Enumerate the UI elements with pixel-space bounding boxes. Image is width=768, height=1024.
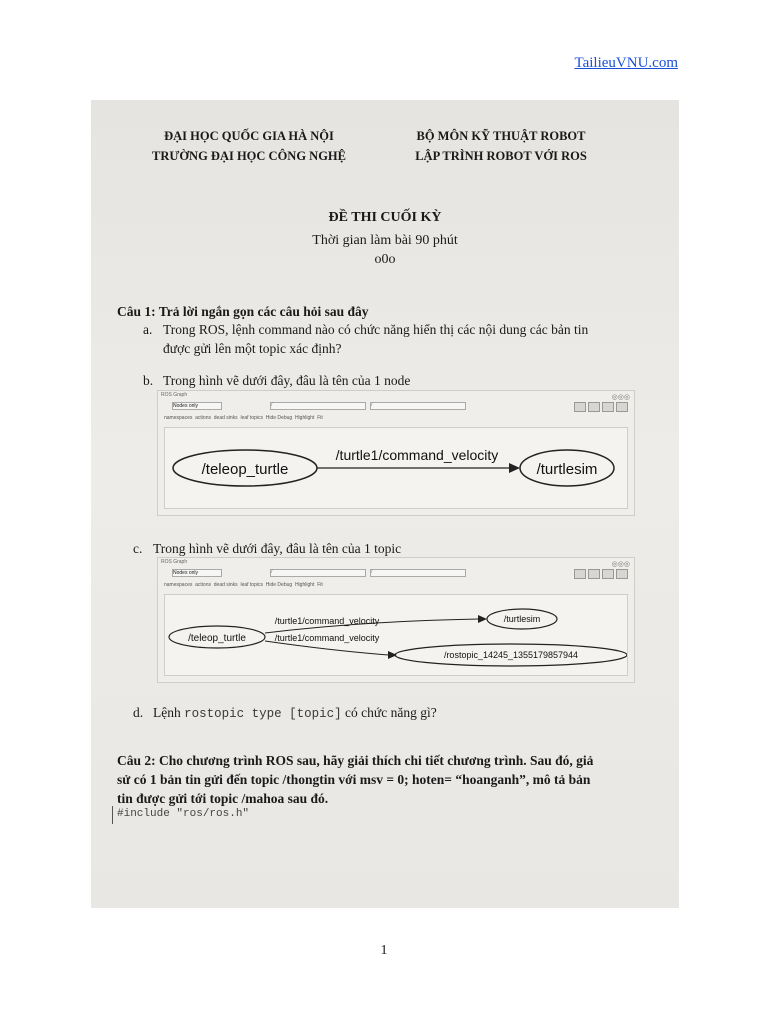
checkbox-fit[interactable]: Fit — [317, 415, 323, 421]
edge-arrowhead — [509, 463, 520, 473]
node-teleop-label: /teleop_turtle — [188, 633, 246, 644]
checkbox-actions[interactable]: actions — [195, 582, 211, 588]
edge-arrowhead-2 — [388, 651, 397, 659]
node-rostopic-label: /rostopic_14245_1355179857944 — [443, 650, 579, 660]
node-turtlesim-label: /turtlesim — [536, 461, 598, 478]
ros-graph-screenshot-2 — [157, 557, 635, 683]
checkbox-namespaces[interactable]: namespaces — [164, 415, 193, 421]
exam-title: ĐỀ THI CUỐI KỲ — [328, 210, 442, 225]
filter-input-2[interactable]: / — [370, 402, 466, 410]
exam-time: Thời gian làm bài 90 phút — [312, 233, 458, 248]
refresh-button[interactable] — [574, 402, 586, 412]
load-button[interactable] — [602, 569, 614, 579]
q1d-text — [153, 703, 437, 724]
edge-label-2: /turtle1/command_velocity — [274, 633, 380, 643]
edge-arrowhead-1 — [478, 615, 487, 623]
checkbox-leaf-topics[interactable]: leaf topics — [240, 415, 263, 421]
graph-canvas — [164, 594, 628, 676]
checkbox-leaf-topics[interactable]: leaf topics — [240, 582, 263, 588]
q2-line3: tin được gửi tới topic /mahoa sau đó. — [117, 791, 329, 806]
q1a-letter: a. — [143, 322, 153, 337]
checkbox-dead-sinks[interactable]: dead sinks — [213, 415, 238, 421]
graph-options — [164, 415, 323, 421]
q2-line2: sử có 1 bản tin gửi đến topic /thongtin với msv = 0; hoten= “hoanganh”, mô tả bản — [117, 772, 591, 787]
save-button[interactable] — [588, 569, 600, 579]
question-2 — [117, 751, 657, 808]
node-teleop-label: /teleop_turtle — [201, 461, 289, 478]
checkbox-fit[interactable]: Fit — [317, 582, 323, 588]
course-name: LẬP TRÌNH ROBOT VỚI ROS — [415, 149, 587, 163]
graph-canvas — [164, 427, 628, 509]
header-left — [139, 126, 359, 166]
q1a-line1: Trong ROS, lệnh command nào có chức năng hiển thị các nội dung các bản tin — [163, 322, 589, 337]
save-button[interactable] — [588, 402, 600, 412]
checkbox-actions[interactable]: actions — [195, 415, 211, 421]
ros-graph-screenshot-1 — [157, 390, 635, 516]
page-number: 1 — [380, 943, 388, 958]
refresh-button[interactable] — [574, 569, 586, 579]
exam-mark: o0o — [374, 252, 396, 267]
q1d-letter: d. — [133, 705, 144, 720]
school-name: TRƯỜNG ĐẠI HỌC CÔNG NGHỆ — [152, 149, 346, 163]
edge-label-1: /turtle1/command_velocity — [274, 616, 380, 626]
checkbox-hide-debug[interactable]: Hide Debug — [265, 415, 293, 421]
node-turtlesim-label: /turtlesim — [503, 614, 541, 624]
exam-photo — [91, 100, 679, 908]
checkbox-hide-debug[interactable]: Hide Debug — [265, 582, 293, 588]
checkbox-dead-sinks[interactable]: dead sinks — [213, 582, 238, 588]
fit-button[interactable] — [616, 402, 628, 412]
q2-line1: Câu 2: Cho chương trình ROS sau, hãy giải thích chi tiết chương trình. Sau đó, giả — [117, 753, 594, 768]
window-controls-icon: ◎◎◎ — [611, 393, 630, 401]
q1d-post: có chức năng gì? — [341, 705, 437, 720]
filter-input-2[interactable]: / — [370, 569, 466, 577]
q1a-line2: được gửi lên một topic xác định? — [163, 341, 342, 356]
checkbox-namespaces[interactable]: namespaces — [164, 582, 193, 588]
header-right — [391, 126, 611, 166]
window-title: ROS Graph — [161, 559, 188, 565]
graph-mode-dropdown[interactable]: Nodes only — [172, 402, 222, 410]
question-1-heading: Câu 1: Trả lời ngắn gọn các câu hỏi sau đây — [117, 304, 369, 319]
edge-to-rostopic — [265, 641, 389, 655]
q1b-letter: b. — [143, 373, 154, 388]
window-title: ROS Graph — [161, 392, 188, 398]
q1d-command: rostopic type [topic] — [184, 707, 342, 721]
load-button[interactable] — [602, 402, 614, 412]
graph-mode-dropdown[interactable]: Nodes only — [172, 569, 222, 577]
q1c-text: Trong hình vẽ dưới đây, đâu là tên của 1 topic — [153, 541, 402, 556]
site-link[interactable]: TailieuVNU.com — [574, 55, 678, 71]
checkbox-highlight[interactable]: Highlight — [294, 415, 315, 421]
code-cursor-bar — [112, 806, 113, 824]
code-line: #include "ros/ros.h" — [117, 808, 250, 820]
q1d-pre: Lệnh — [153, 705, 185, 720]
graph-options — [164, 582, 323, 588]
filter-input[interactable]: / — [270, 569, 366, 577]
graph-2-svg — [165, 595, 627, 675]
fit-button[interactable] — [616, 569, 628, 579]
window-controls-icon: ◎◎◎ — [611, 560, 630, 568]
filter-input[interactable]: / — [270, 402, 366, 410]
graph-1-svg — [165, 428, 627, 508]
edge-label: /turtle1/command_velocity — [335, 447, 499, 463]
university-name: ĐẠI HỌC QUỐC GIA HÀ NỘI — [164, 129, 334, 143]
department-name: BỘ MÔN KỸ THUẬT ROBOT — [416, 129, 586, 143]
checkbox-highlight[interactable]: Highlight — [294, 582, 315, 588]
q1c-letter: c. — [133, 541, 143, 556]
q1b-text: Trong hình vẽ dưới đây, đâu là tên của 1 node — [163, 373, 411, 388]
